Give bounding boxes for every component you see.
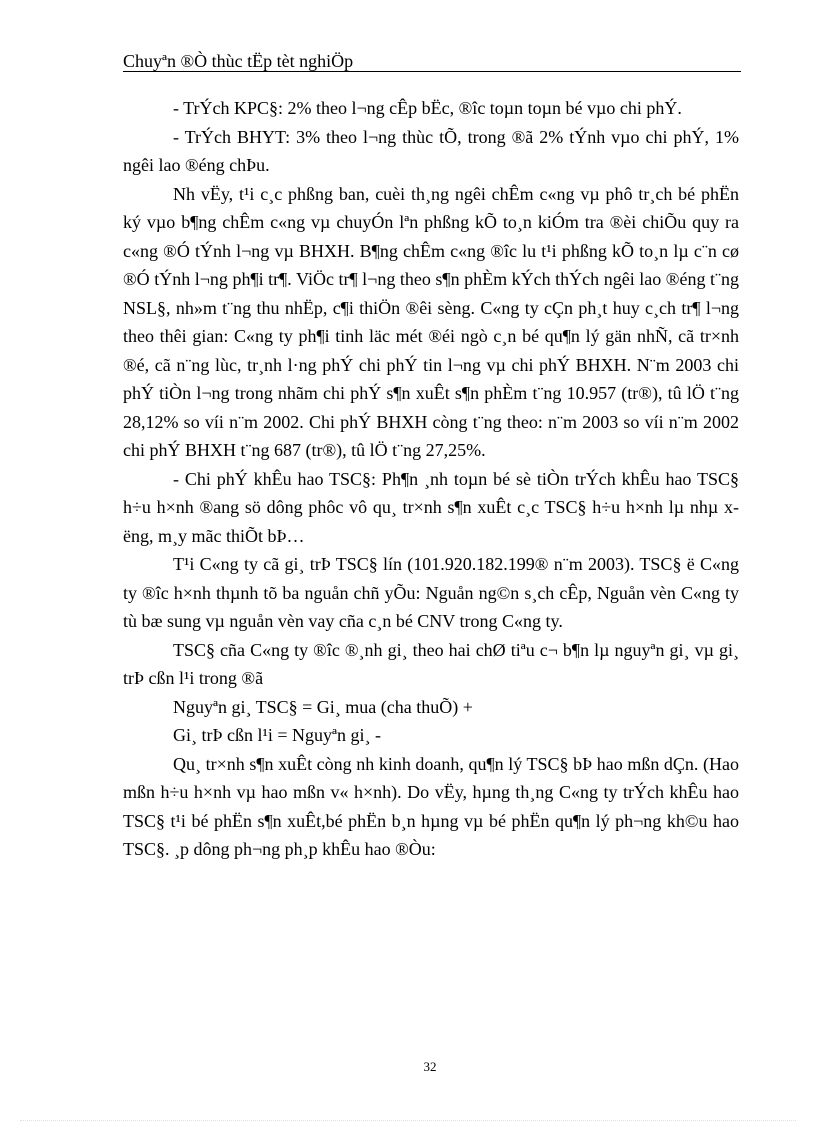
paragraph-valuation: TSC§ cña C«ng ty ®îc ®¸nh gi¸ theo hai chØ tiªu c¬ b¶n lµ nguyªn gi¸ vµ gi¸ trÞ cßn l¹i trong ®ã [123, 639, 739, 688]
paragraph-depreciation-method: Qu¸ tr×nh s¶n xuÊt còng nh kinh doanh, qu¶n lý TSC§ bÞ hao mßn dÇn. (Hao mßn h÷u h×nh vµ hao mßn v« h×nh). Do vËy, hµng th¸ng C«ng ty trÝch khÊu hao TSC§ t¹i bé phËn s¶n xuÊt,bé phËn b¸n hµng vµ bé phËn qu¶n lý ph¬ng kh©u hao TSC§. ¸p dông ph¬ng ph¸p khÊu hao ®Òu: [123, 753, 739, 859]
page-number: 32 [423, 1059, 437, 1074]
formula-original-cost: Nguyªn gi¸ TSC§ = Gi¸ mua (cha thuÕ) + [173, 696, 473, 717]
running-header: Chuyªn ®Ò thùc tËp tèt nghiÖp [123, 51, 354, 71]
header-rule [123, 71, 741, 72]
paragraph-attendance: Nh vËy, t¹i c¸c phßng ban, cuèi th¸ng ngêi chÊm c«ng vµ phô tr¸ch bé phËn ký vµo b¶ng chÊm c«ng vµ chuyÓn lªn phßng kÕ to¸n kiÓm tra ®èi chiÕu quy ra c«ng ®Ó tÝnh l¬ng vµ BHXH. B¶ng chÊm c«ng ®îc lu t¹i phßng kÕ to¸n lµ c¨n cø ®Ó tÝnh l¬ng ph¶i tr¶. ViÖc tr¶ l¬ng theo s¶n phÈm kÝch thÝch ngêi lao ®éng t¨ng NSL§, nh»m t¨ng thu nhËp, c¶i thiÖn ®êi sèng. C«ng ty cÇn ph¸t huy c¸ch tr¶ l¬ng theo thêi gian: C«ng ty ph¶i tinh läc mét ®éi ngò c¸n bé qu¶n lý gän nhÑ, cã tr×nh ®é, cã n¨ng lùc, tr¸nh l·ng phÝ chi phÝ tin l¬ng vµ chi phÝ BHXH. N¨m 2003 chi phÝ tiÒn l¬ng trong nhãm chi phÝ s¶n xuÊt s¶n phÈm t¨ng 10.957 (tr®), tû lÖ t¨ng 28,12% so víi n¨m 2002. Chi phÝ BHXH còng t¨ng theo: n¨m 2003 so víi n¨m 2002 chi phÝ BHXH t¨ng 687 (tr®), tû lÖ t¨ng 27,25%. [123, 183, 739, 460]
formula-residual-value: Gi¸ trÞ cßn l¹i = Nguyªn gi¸ - [173, 725, 381, 745]
paragraph-bhyt: - TrÝch BHYT: 3% theo l¬ng thùc tÕ, trong ®ã 2% tÝnh vµo chi phÝ, 1% ngêi lao ®éng chÞu. [123, 126, 739, 175]
paragraph-kpcd: - TrÝch KPC§: 2% theo l¬ng cÊp bËc, ®îc toµn toµn bé vµo chi phÝ. [173, 98, 682, 118]
paragraph-fixed-assets: T¹i C«ng ty cã gi¸ trÞ TSC§ lín (101.920.182.199® n¨m 2003). TSC§ ë C«ng ty ®îc h×nh thµnh tõ ba nguån chñ yÕu: Nguån ng©n s¸ch cÊp, Nguån vèn C«ng ty tù bæ sung vµ nguån vèn vay cña c¸n bé CNV trong C«ng ty. [123, 554, 739, 631]
paragraph-depreciation-cost: - Chi phÝ khÊu hao TSC§: Ph¶n ¸nh toµn bé sè tiÒn trÝch khÊu hao TSC§ h÷u h×nh ®ang sö dông phôc vô qu¸ tr×nh s¶n xuÊt c¸c TSC§ h÷u h×nh lµ nhµ xëng, m¸y mãc thiÕt bÞ… [123, 468, 739, 546]
document-body [123, 94, 739, 864]
page-bottom-edge [20, 1120, 796, 1121]
